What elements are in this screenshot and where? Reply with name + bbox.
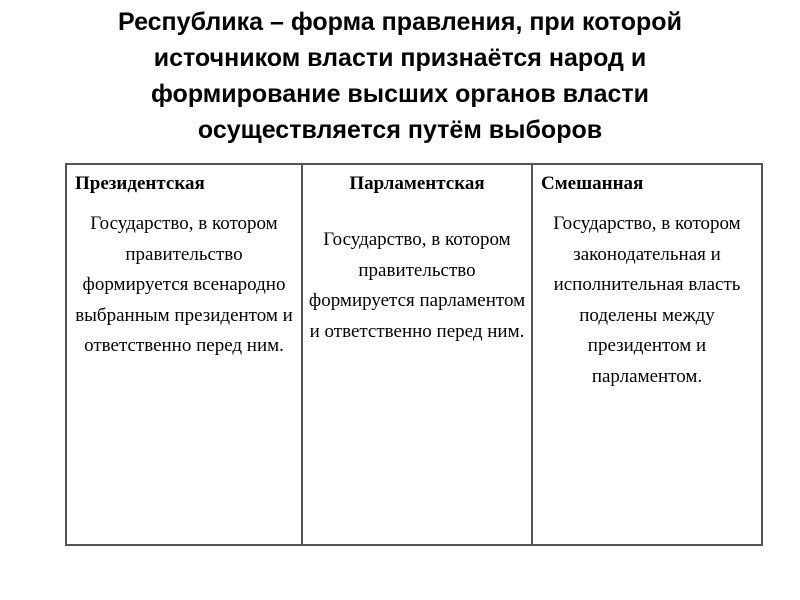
slide-title <box>40 4 760 148</box>
column-heading-parliamentary: Парламентская <box>349 173 485 194</box>
title-line: осуществляется путём выборов <box>197 116 603 144</box>
column-mixed <box>532 164 762 545</box>
column-description-mixed: Государство, в котором законодательная и исполнительная власть поделены между президентом и парламентом. <box>553 213 741 387</box>
column-presidential <box>66 164 302 545</box>
title-line: источником власти признаётся народ и <box>153 44 647 72</box>
title-line: Республика – форма правления, при которой <box>118 8 682 36</box>
column-parliamentary <box>302 164 532 545</box>
column-description-parliamentary: Государство, в котором правительство формируется парламентом и ответственно перед ним. <box>308 229 526 342</box>
title-line: формирование высших органов власти <box>151 80 649 108</box>
column-heading-presidential: Президентская <box>75 173 205 194</box>
column-description-presidential: Государство, в котором правительство формируется всенародно выбранным президентом и ответственно перед ним. <box>75 213 293 356</box>
table-row <box>66 164 762 545</box>
column-heading-mixed: Смешанная <box>541 173 644 194</box>
government-forms-table <box>65 163 763 546</box>
